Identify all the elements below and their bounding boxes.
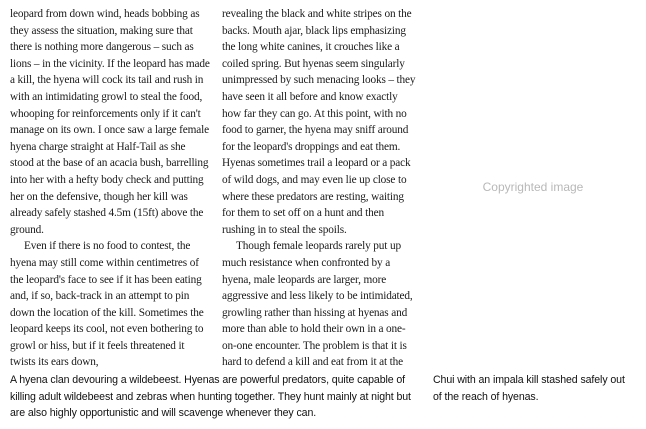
text-column-middle [222, 6, 418, 371]
body-paragraph: leopard from down wind, heads bobbing as they assess the situation, making sure that there is nothing more dangerous – such as lions – in the vicinity. If the leopard has made a kill, the hyena will cock its tail and rush in with an intimidating growl to steal the food, whooping for reinforcements only if it can't manage on its own. I once saw a large female hyena charge straight at Half-Tail as she stood at the base of an acacia bush, barrelling into her with a hefty body check and putting her on the defensive, though her kill was already safely stashed 4.5m (15ft) above the ground. [10, 8, 210, 236]
body-paragraph: Even if there is no food to contest, the hyena may still come within centimetres of the leopard's face to see if it has been eating and, if so, back-track in an attempt to pin down the location of the kill. Sometimes the leopard keeps its cool, not even bothering to growl or hiss, but if it feels threatened it twists its ears down, [10, 240, 204, 369]
photo-caption-side: Chui with an impala kill stashed safely out of the reach of hyenas. [433, 374, 625, 403]
body-paragraph: Though female leopards rarely put up much resistance when confronted by a hyena, male leopards are larger, more aggressive and less likely to be intimidated, growling rather than hissing at hyenas and more than able to hold their own in a one-on-one encounter. The problem is that it is hard to defend a kill and eat from it at the [222, 240, 413, 369]
text-column-left [10, 6, 210, 371]
photo-caption-main: A hyena clan devouring a wildebeest. Hyenas are powerful predators, quite capable of killing adult wildebeest and zebras when hunting together. They hunt mainly at night but are also highly opportunistic and will scavenge whenever they can. [10, 374, 411, 419]
body-paragraph: revealing the black and white stripes on the backs. Mouth ajar, black lips emphasizing the long white canines, it crouches like a coiled spring. But hyenas seem singularly unimpressed by such menacing looks – they have seen it all before and know exactly how far they can go. At this point, with no food to garner, the hyena may sniff around for the leopard's droppings and eat them. Hyenas sometimes trail a leopard or a pack of wild dogs, and may even lie up close to where these predators are resting, waiting for them to set off on a hunt and then rushing in to steal the spoils. [222, 8, 416, 236]
photo-placeholder [420, 0, 646, 368]
copyright-watermark: Copyrighted image [482, 180, 584, 194]
